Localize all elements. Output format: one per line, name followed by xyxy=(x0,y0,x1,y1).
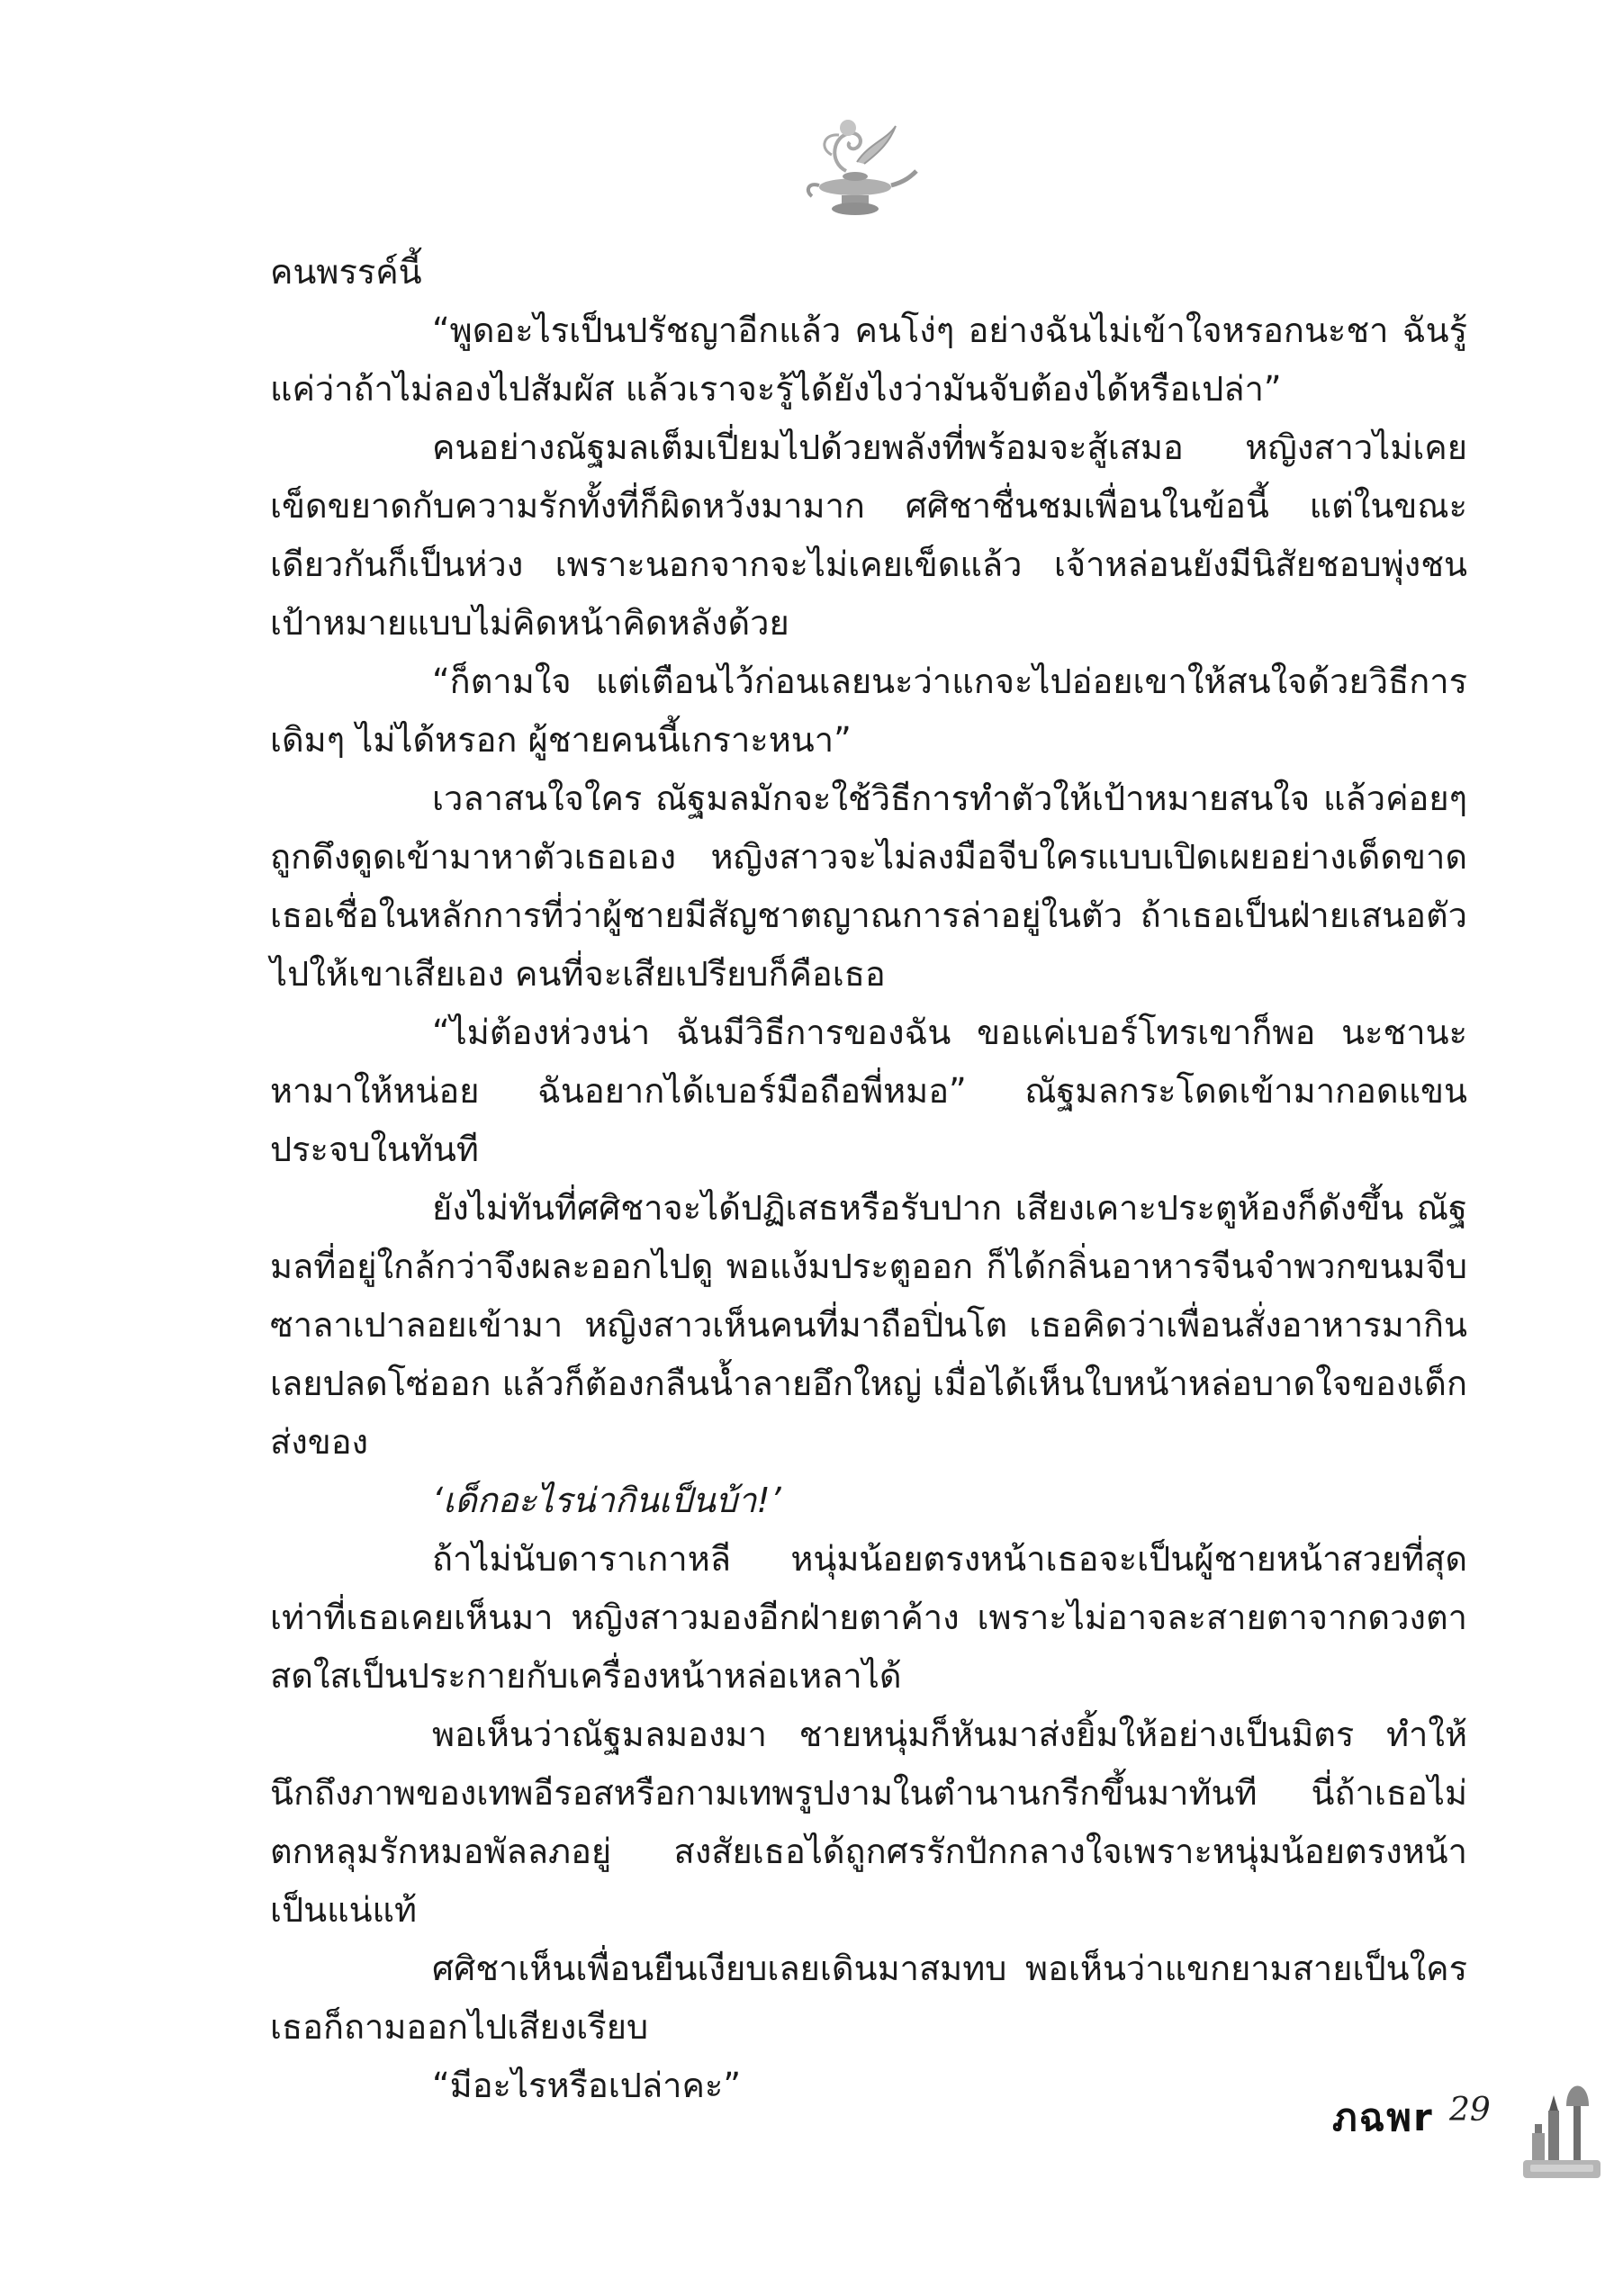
text-body xyxy=(270,243,1467,2115)
paragraph-thought: ‘เด็กอะไรน่ากินเป็นบ้า!’ xyxy=(432,1481,781,1520)
cosmetics-ornament-icon xyxy=(1521,2070,1602,2183)
paragraph: พอเห็นว่าณัฐมลมองมา ชายหนุ่มก็หันมาส่งยิ้มให้อย่างเป็นมิตร ทำให้นึกถึงภาพของเทพอีรอสหรือกามเทพรูปงามในตำนานกรีกขึ้นมาทันที นี่ถ้าเธอไม่ตกหลุมรักหมอพัลลภอยู่ สงสัยเธอได้ถูกศรรักปักกลางใจเพราะหนุ่มน้อยตรงหน้าเป็นแน่แท้ xyxy=(270,1715,1467,1930)
paragraph: “พูดอะไรเป็นปรัชญาอีกแล้ว คนโง่ๆ อย่างฉันไม่เข้าใจหรอกนะชา ฉันรู้แค่ว่าถ้าไม่ลองไปสัมผัส แล้วเราจะรู้ได้ยังไงว่ามันจับต้องได้หรือเปล่า” xyxy=(270,311,1467,409)
page-footer xyxy=(1332,2070,1602,2187)
book-title: ภฉพr xyxy=(1332,2095,1434,2139)
paragraph: คนพรรค์นี้ xyxy=(270,252,422,292)
paragraph: ศศิชาเห็นเพื่อนยืนเงียบเลยเดินมาสมทบ พอเห็นว่าแขกยามสายเป็นใคร เธอก็ถามออกไปเสียงเรียบ xyxy=(270,1949,1467,2047)
cupid-teapot-ornament-icon xyxy=(792,108,918,225)
paragraph: “ไม่ต้องห่วงน่า ฉันมีวิธีการของฉัน ขอแค่เบอร์โทรเขาก็พอ นะชานะ หามาให้หน่อย ฉันอยากได้เบอร์มือถือพี่หมอ” ณัฐมลกระโดดเข้ามากอดแขนประจบในทันที xyxy=(270,1013,1467,1169)
paragraph: เวลาสนใจใคร ณัฐมลมักจะใช้วิธีการทำตัวให้เป้าหมายสนใจ แล้วค่อยๆ ถูกดึงดูดเข้ามาหาตัวเธอเอง หญิงสาวจะไม่ลงมือจีบใครแบบเปิดเผยอย่างเด็ดขาด เธอเชื่อในหลักการที่ว่าผู้ชายมีสัญชาตญาณการล่าอยู่ในตัว ถ้าเธอเป็นฝ่ายเสนอตัวไปให้เขาเสียเอง คนที่จะเสียเปรียบก็คือเธอ xyxy=(270,779,1467,994)
paragraph: ถ้าไม่นับดาราเกาหลี หนุ่มน้อยตรงหน้าเธอจะเป็นผู้ชายหน้าสวยที่สุดเท่าที่เธอเคยเห็นมา หญิงสาวมองอีกฝ่ายตาค้าง เพราะไม่อาจละสายตาจากดวงตาสดใสเป็นประกายกับเครื่องหน้าหล่อเหลาได้ xyxy=(270,1539,1467,1696)
paragraph: “ก็ตามใจ แต่เตือนไว้ก่อนเลยนะว่าแกจะไปอ่อยเขาให้สนใจด้วยวิธีการเดิมๆ ไม่ได้หรอก ผู้ชายคนนี้เกราะหนา” xyxy=(270,662,1467,760)
paragraph: ยังไม่ทันที่ศศิชาจะได้ปฏิเสธหรือรับปาก เสียงเคาะประตูห้องก็ดังขึ้น ณัฐมลที่อยู่ใกล้กว่าจึงผละออกไปดู พอแง้มประตูออก ก็ได้กลิ่นอาหารจีนจำพวกขนมจีบซาลาเปาลอยเข้ามา หญิงสาวเห็นคนที่มาถือปิ่นโต เธอคิดว่าเพื่อนสั่งอาหารมากินเลยปลดโซ่ออก แล้วก็ต้องกลืนน้ำลายอึกใหญ่ เมื่อได้เห็นใบหน้าหล่อบาดใจของเด็กส่งของ xyxy=(270,1188,1467,1462)
page-number: 29 xyxy=(1449,2092,1491,2129)
paragraph: คนอย่างณัฐมลเต็มเปี่ยมไปด้วยพลังที่พร้อมจะสู้เสมอ หญิงสาวไม่เคยเข็ดขยาดกับความรักทั้งที่ก็ผิดหวังมามาก ศศิชาชื่นชมเพื่อนในข้อนี้ แต่ในขณะเดียวกันก็เป็นห่วง เพราะนอกจากจะไม่เคยเข็ดแล้ว เจ้าหล่อนยังมีนิสัยชอบพุ่งชนเป้าหมายแบบไม่คิดหน้าคิดหลังด้วย xyxy=(270,428,1467,643)
paragraph: “มีอะไรหรือเปล่าคะ” xyxy=(432,2066,742,2105)
